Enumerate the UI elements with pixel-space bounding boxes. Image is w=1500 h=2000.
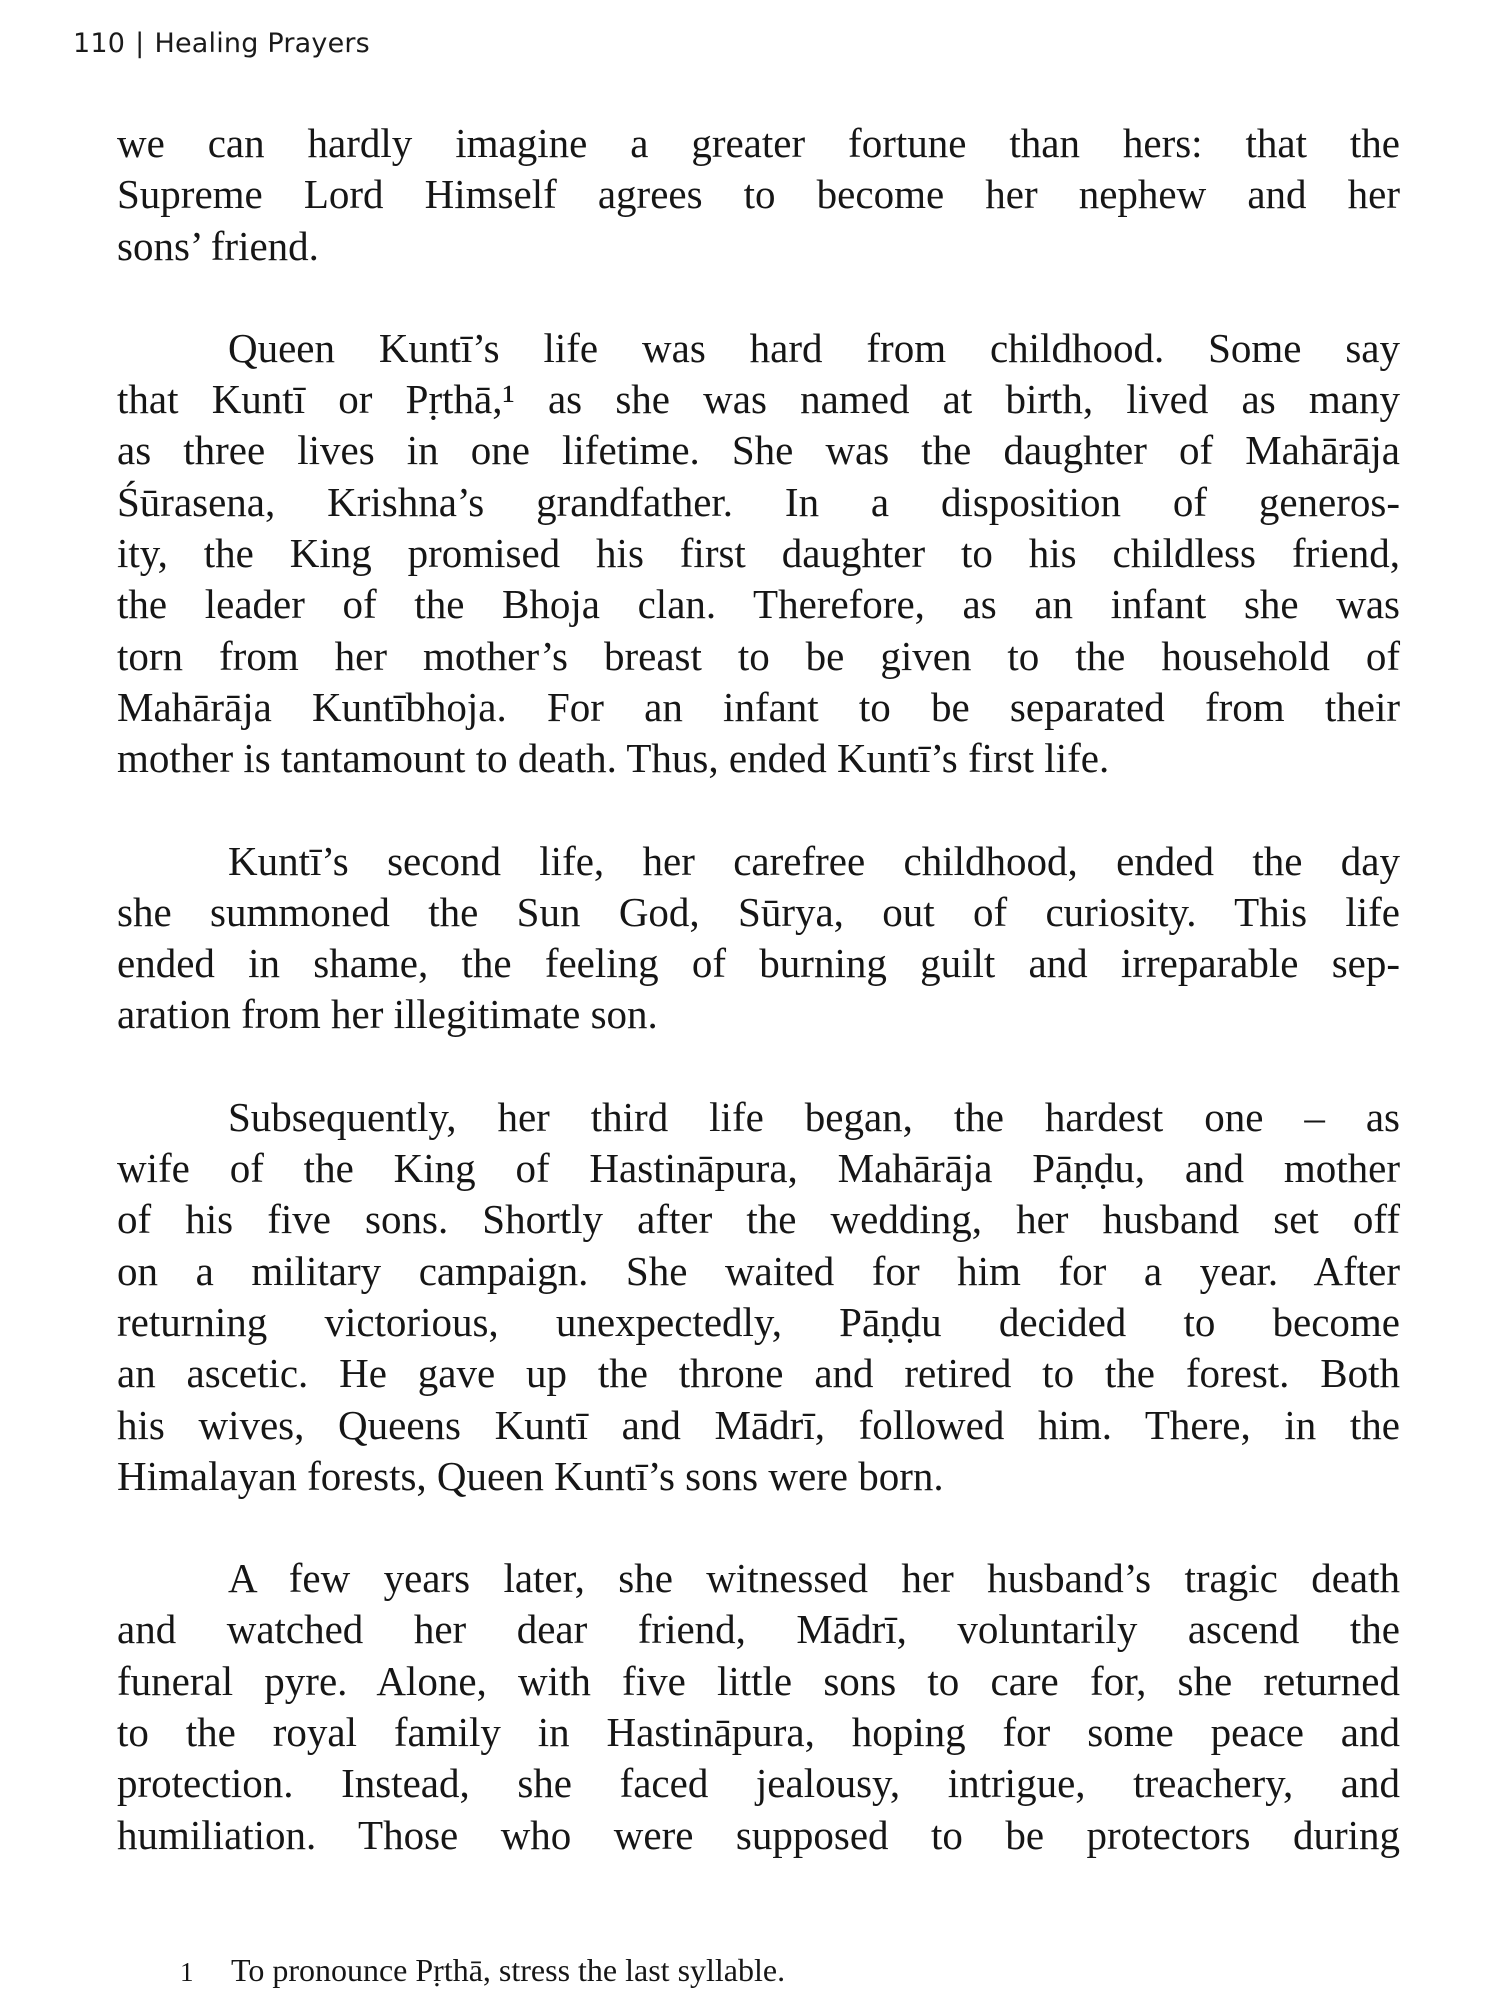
text-line: humiliation. Those who were supposed to be protectors during bbox=[117, 1811, 1400, 1858]
text-line: A few years later, she witnessed her husband’s tragic death bbox=[228, 1555, 1400, 1602]
text-line: on a military campaign. She waited for him for a year. After bbox=[117, 1247, 1400, 1294]
text-line: ity, the King promised his first daughter to his childless friend, bbox=[117, 530, 1400, 577]
text-line: torn from her mother’s breast to be given to the household of bbox=[117, 632, 1400, 679]
text-line: returning victorious, unexpectedly, Pāṇḍu decided to become bbox=[117, 1298, 1400, 1345]
text-line: of his five sons. Shortly after the wedding, her husband set off bbox=[117, 1196, 1400, 1243]
book-title: Healing Prayers bbox=[154, 28, 370, 59]
text-line: sons’ friend. bbox=[117, 222, 319, 269]
text-line: Himalayan forests, Queen Kuntī’s sons were born. bbox=[117, 1452, 944, 1499]
footnote-text: To pronounce Pṛthā, stress the last syllable. bbox=[231, 1952, 786, 1988]
text-line: mother is tantamount to death. Thus, ended Kuntī’s first life. bbox=[117, 735, 1110, 782]
running-head bbox=[73, 28, 370, 59]
text-line: an ascetic. He gave up the throne and retired to the forest. Both bbox=[117, 1350, 1400, 1397]
text-line: and watched her dear friend, Mādrī, voluntarily ascend the bbox=[117, 1606, 1400, 1653]
text-line: Śūrasena, Krishna’s grandfather. In a disposition of generos- bbox=[117, 478, 1400, 525]
text-line: the leader of the Bhoja clan. Therefore, as an infant she was bbox=[117, 581, 1400, 628]
text-line: we can hardly imagine a greater fortune than hers: that the bbox=[117, 120, 1400, 166]
text-line: aration from her illegitimate son. bbox=[117, 991, 658, 1038]
footnote bbox=[180, 1952, 785, 1989]
text-line: she summoned the Sun God, Sūrya, out of curiosity. This life bbox=[117, 888, 1400, 935]
text-line: that Kuntī or Pṛthā,¹ as she was named at birth, lived as many bbox=[117, 376, 1400, 423]
text-line: to the royal family in Hastināpura, hoping for some peace and bbox=[117, 1709, 1400, 1756]
text-line: his wives, Queens Kuntī and Mādrī, followed him. There, in the bbox=[117, 1401, 1400, 1448]
paragraph bbox=[117, 1553, 1400, 1861]
paragraph bbox=[117, 323, 1400, 785]
running-head-separator: | bbox=[135, 28, 145, 59]
text-line: Mahārāja Kuntībhoja. For an infant to be separated from their bbox=[117, 683, 1400, 730]
page-number: 110 bbox=[73, 28, 126, 59]
text-line: funeral pyre. Alone, with five little sons to care for, she returned bbox=[117, 1657, 1400, 1704]
text-line: wife of the King of Hastināpura, Mahārāja Pāṇḍu, and mother bbox=[117, 1145, 1400, 1192]
text-line: protection. Instead, she faced jealousy, intrigue, treachery, and bbox=[117, 1760, 1400, 1807]
text-line: as three lives in one lifetime. She was the daughter of Mahārāja bbox=[117, 427, 1400, 474]
text-line: Kuntī’s second life, her carefree childhood, ended the day bbox=[228, 837, 1400, 884]
paragraph bbox=[117, 118, 1400, 272]
text-line: ended in shame, the feeling of burning guilt and irreparable sep- bbox=[117, 940, 1400, 987]
paragraph bbox=[117, 836, 1400, 1041]
body-text bbox=[117, 118, 1400, 1861]
text-line: Supreme Lord Himself agrees to become her nephew and her bbox=[117, 171, 1400, 218]
footnote-number: 1 bbox=[180, 1957, 194, 1987]
text-line: Queen Kuntī’s life was hard from childhood. Some say bbox=[228, 324, 1400, 371]
text-line: Subsequently, her third life began, the hardest one – as bbox=[228, 1093, 1400, 1140]
paragraph bbox=[117, 1092, 1400, 1502]
